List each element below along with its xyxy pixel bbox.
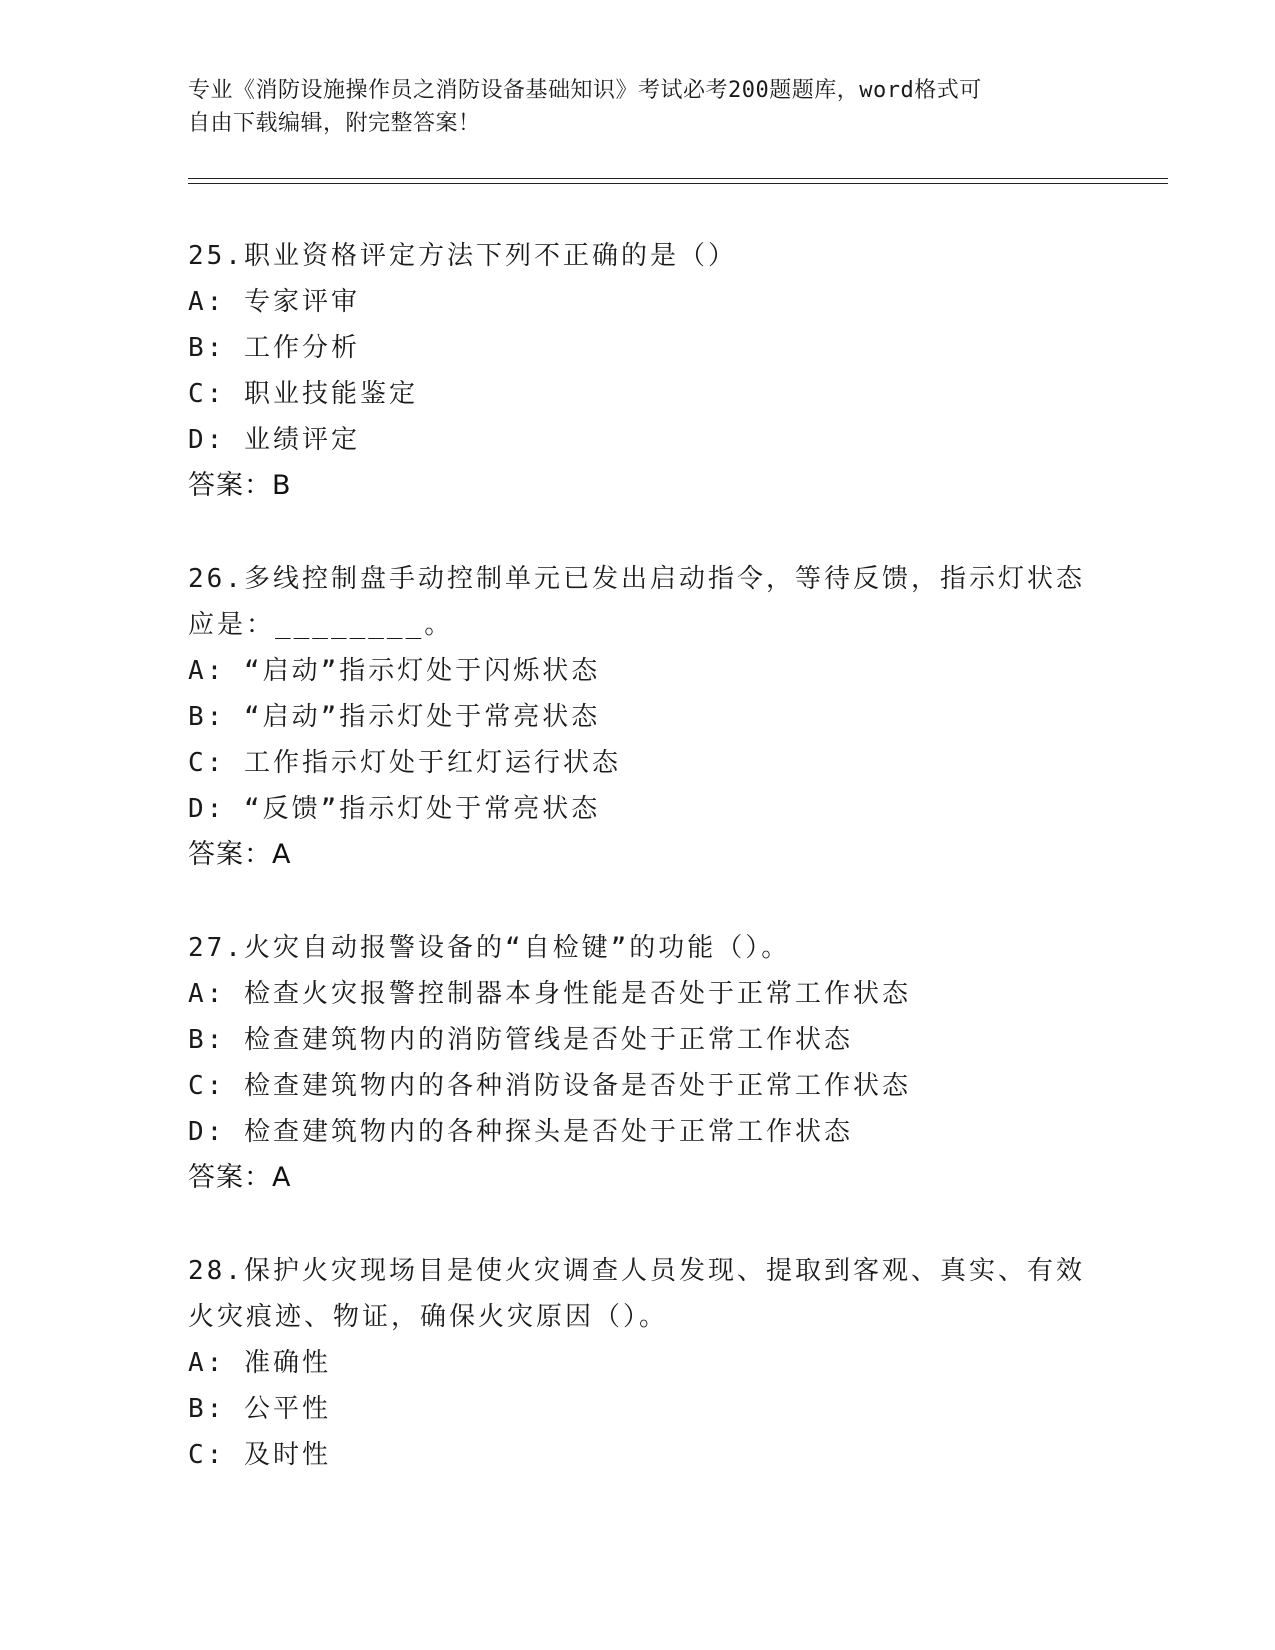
option-c: C: 及时性 <box>188 1440 331 1470</box>
header-divider-bottom <box>188 183 1168 184</box>
question-28 <box>188 1248 1088 1478</box>
question-stem: 26.多线控制盘手动控制单元已发出启动指令，等待反馈，指示灯状态 <box>188 564 1085 594</box>
header-divider-top <box>188 178 1168 179</box>
document-header <box>188 74 1068 140</box>
option-a: A: 检查火灾报警控制器本身性能是否处于正常工作状态 <box>188 979 911 1009</box>
question-27 <box>188 925 1088 1201</box>
question-25 <box>188 233 1088 509</box>
question-stem: 25.职业资格评定方法下列不正确的是（） <box>188 241 737 271</box>
question-stem-cont: 应是：________。 <box>188 610 454 640</box>
option-d: D: 业绩评定 <box>188 425 360 455</box>
question-stem: 27.火灾自动报警设备的“自检键”的功能（）。 <box>188 933 791 963</box>
option-b: B: “启动”指示灯处于常亮状态 <box>188 702 601 732</box>
question-list <box>188 233 1088 1525</box>
option-b: B: 检查建筑物内的消防管线是否处于正常工作状态 <box>188 1025 853 1055</box>
option-a: A: 准确性 <box>188 1348 331 1378</box>
option-d: D: 检查建筑物内的各种探头是否处于正常工作状态 <box>188 1117 853 1147</box>
header-line-2: 自由下载编辑，附完整答案！ <box>188 111 481 136</box>
question-stem-cont: 火灾痕迹、物证，确保火灾原因（）。 <box>188 1302 669 1332</box>
question-26 <box>188 556 1088 878</box>
option-b: B: 工作分析 <box>188 333 360 363</box>
option-d: D: “反馈”指示灯处于常亮状态 <box>188 794 601 824</box>
option-c: C: 职业技能鉴定 <box>188 379 418 409</box>
question-stem: 28.保护火灾现场目是使火灾调查人员发现、提取到客观、真实、有效 <box>188 1256 1085 1286</box>
option-a: A: “启动”指示灯处于闪烁状态 <box>188 656 601 686</box>
option-c: C: 检查建筑物内的各种消防设备是否处于正常工作状态 <box>188 1071 911 1101</box>
answer: 答案：A <box>188 1162 292 1193</box>
header-line-1: 专业《消防设施操作员之消防设备基础知识》考试必考200题题库，word格式可 <box>188 78 982 103</box>
answer: 答案：B <box>188 470 292 501</box>
option-b: B: 公平性 <box>188 1394 331 1424</box>
answer: 答案：A <box>188 839 292 870</box>
option-c: C: 工作指示灯处于红灯运行状态 <box>188 748 621 778</box>
option-a: A: 专家评审 <box>188 287 360 317</box>
